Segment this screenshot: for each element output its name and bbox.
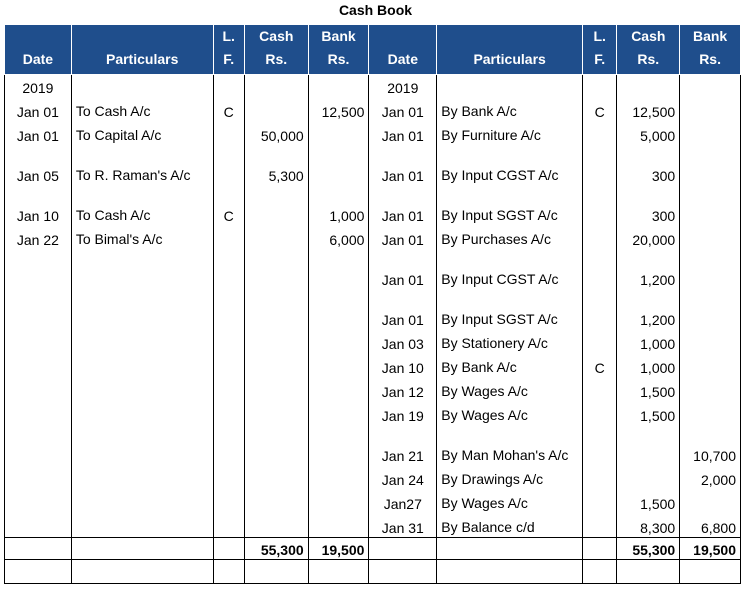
receipt-lf — [213, 377, 244, 401]
payment-cash: 5,000 — [617, 121, 680, 145]
total-payments-bank: 19,500 — [680, 538, 741, 560]
table-row — [5, 75, 741, 98]
receipt-bank: 6,000 — [308, 225, 369, 249]
receipt-date — [5, 401, 72, 425]
payment-cash: 1,500 — [617, 377, 680, 401]
payment-date: Jan27 — [369, 489, 437, 513]
receipt-lf — [213, 425, 244, 465]
payment-date: Jan 24 — [369, 465, 437, 489]
receipt-cash — [244, 329, 308, 353]
receipt-lf: C — [213, 185, 244, 225]
receipt-lf — [213, 289, 244, 329]
totals-cell — [583, 538, 617, 560]
payment-date: Jan 31 — [369, 513, 437, 538]
blank-cell — [680, 560, 741, 584]
ledger-body — [5, 75, 741, 538]
payment-bank — [680, 401, 741, 425]
receipt-date — [5, 289, 72, 329]
payment-particulars: By Input CGST A/c — [437, 145, 583, 185]
payment-bank — [680, 97, 741, 121]
receipt-particulars — [71, 329, 213, 353]
payment-lf — [583, 377, 617, 401]
blank-cell — [369, 560, 437, 584]
receipt-cash — [244, 353, 308, 377]
table-row — [5, 353, 741, 377]
table-row — [5, 329, 741, 353]
payment-particulars: By Drawings A/c — [437, 465, 583, 489]
payment-date: Jan 21 — [369, 425, 437, 465]
receipt-lf — [213, 353, 244, 377]
receipt-lf — [213, 329, 244, 353]
payment-date: Jan 01 — [369, 289, 437, 329]
payment-cash: 1,200 — [617, 289, 680, 329]
payment-cash: 1,500 — [617, 489, 680, 513]
cash-book-table — [4, 24, 741, 584]
header-particulars-receipts: Particulars — [71, 25, 213, 75]
header-date-receipts: Date — [5, 25, 72, 75]
receipt-particulars — [71, 465, 213, 489]
blank-row — [5, 560, 741, 584]
receipt-date — [5, 489, 72, 513]
receipt-date — [5, 377, 72, 401]
payment-date: Jan 12 — [369, 377, 437, 401]
payment-particulars: By Man Mohan's A/c — [437, 425, 583, 465]
receipt-bank — [308, 289, 369, 329]
table-row — [5, 377, 741, 401]
receipt-bank — [308, 425, 369, 465]
payment-lf — [583, 329, 617, 353]
receipt-lf — [213, 401, 244, 425]
payment-lf — [583, 145, 617, 185]
blank-cell — [213, 560, 244, 584]
header-cash-receipts: Cash Rs. — [244, 25, 308, 75]
blank-cell — [617, 560, 680, 584]
receipt-bank — [308, 513, 369, 538]
payment-particulars: By Wages A/c — [437, 401, 583, 425]
payment-bank — [680, 377, 741, 401]
totals-cell — [5, 538, 72, 560]
payment-lf: C — [583, 353, 617, 377]
header-date-payments: Date — [369, 25, 437, 75]
payment-cash — [617, 75, 680, 98]
totals-cell — [213, 538, 244, 560]
payment-bank — [680, 289, 741, 329]
receipt-particulars: To Cash A/c — [71, 97, 213, 121]
receipt-date — [5, 353, 72, 377]
receipt-cash — [244, 97, 308, 121]
receipt-bank — [308, 465, 369, 489]
receipt-cash — [244, 185, 308, 225]
receipt-bank: 1,000 — [308, 185, 369, 225]
receipt-cash — [244, 289, 308, 329]
payment-bank — [680, 489, 741, 513]
receipt-bank — [308, 145, 369, 185]
table-row — [5, 513, 741, 538]
receipt-bank — [308, 329, 369, 353]
payment-lf — [583, 489, 617, 513]
payment-cash: 12,500 — [617, 97, 680, 121]
receipt-cash — [244, 225, 308, 249]
payment-cash: 300 — [617, 145, 680, 185]
receipt-date: Jan 22 — [5, 225, 72, 249]
receipt-particulars: To Capital A/c — [71, 121, 213, 145]
payment-lf — [583, 401, 617, 425]
receipt-lf: C — [213, 97, 244, 121]
payment-bank — [680, 121, 741, 145]
receipt-particulars: To Cash A/c — [71, 185, 213, 225]
payment-bank — [680, 225, 741, 249]
total-payments-cash: 55,300 — [617, 538, 680, 560]
receipt-cash — [244, 465, 308, 489]
receipt-cash: 5,300 — [244, 145, 308, 185]
table-row — [5, 401, 741, 425]
payment-bank: 6,800 — [680, 513, 741, 538]
payment-bank — [680, 329, 741, 353]
header-lf-payments: L. F. — [583, 25, 617, 75]
total-receipts-bank: 19,500 — [308, 538, 369, 560]
payment-bank: 10,700 — [680, 425, 741, 465]
payment-bank — [680, 353, 741, 377]
receipt-cash — [244, 401, 308, 425]
cash-book-title: Cash Book — [338, 2, 413, 18]
payment-particulars: By Input SGST A/c — [437, 185, 583, 225]
payment-lf — [583, 425, 617, 465]
receipt-cash — [244, 249, 308, 289]
payment-bank — [680, 75, 741, 98]
payment-date: Jan 19 — [369, 401, 437, 425]
receipt-particulars — [71, 377, 213, 401]
payment-lf — [583, 225, 617, 249]
blank-cell — [5, 560, 72, 584]
receipt-cash — [244, 75, 308, 98]
receipt-bank — [308, 377, 369, 401]
receipt-particulars — [71, 401, 213, 425]
header-cash-payments: Cash Rs. — [617, 25, 680, 75]
receipt-particulars — [71, 513, 213, 538]
payment-particulars: By Input SGST A/c — [437, 289, 583, 329]
header-bank-payments: Bank Rs. — [680, 25, 741, 75]
table-row — [5, 249, 741, 289]
payment-bank — [680, 249, 741, 289]
receipt-lf — [213, 513, 244, 538]
payment-bank — [680, 185, 741, 225]
receipt-particulars: To R. Raman's A/c — [71, 145, 213, 185]
payment-particulars: By Purchases A/c — [437, 225, 583, 249]
table-row — [5, 145, 741, 185]
header-row — [5, 25, 741, 75]
table-row — [5, 185, 741, 225]
blank-cell — [583, 560, 617, 584]
payment-date: Jan 03 — [369, 329, 437, 353]
receipt-particulars — [71, 289, 213, 329]
table-row — [5, 225, 741, 249]
payment-particulars: By Bank A/c — [437, 97, 583, 121]
payment-date: Jan 01 — [369, 249, 437, 289]
table-row — [5, 489, 741, 513]
payment-particulars: By Bank A/c — [437, 353, 583, 377]
payment-lf — [583, 465, 617, 489]
receipt-date: 2019 — [5, 75, 72, 98]
receipt-lf — [213, 121, 244, 145]
blank-cell — [308, 560, 369, 584]
payment-lf — [583, 185, 617, 225]
receipt-cash — [244, 425, 308, 465]
receipt-date — [5, 329, 72, 353]
receipt-bank — [308, 121, 369, 145]
payment-cash: 1,000 — [617, 353, 680, 377]
receipt-lf — [213, 75, 244, 98]
totals-cell — [71, 538, 213, 560]
payment-lf — [583, 289, 617, 329]
header-lf-receipts: L. F. — [213, 25, 244, 75]
table-row — [5, 97, 741, 121]
payment-particulars: By Input CGST A/c — [437, 249, 583, 289]
payment-bank — [680, 145, 741, 185]
receipt-lf — [213, 489, 244, 513]
blank-cell — [437, 560, 583, 584]
payment-cash: 8,300 — [617, 513, 680, 538]
receipt-date: Jan 10 — [5, 185, 72, 225]
receipt-particulars — [71, 425, 213, 465]
payment-cash: 20,000 — [617, 225, 680, 249]
receipt-date: Jan 01 — [5, 121, 72, 145]
receipt-bank — [308, 75, 369, 98]
receipt-date: Jan 01 — [5, 97, 72, 121]
payment-cash: 1,000 — [617, 329, 680, 353]
payment-cash — [617, 425, 680, 465]
receipt-cash — [244, 489, 308, 513]
receipt-lf — [213, 225, 244, 249]
receipt-bank — [308, 249, 369, 289]
header-bank-receipts: Bank Rs. — [308, 25, 369, 75]
receipt-bank — [308, 401, 369, 425]
payment-date: Jan 01 — [369, 97, 437, 121]
receipt-particulars: To Bimal's A/c — [71, 225, 213, 249]
receipt-cash: 50,000 — [244, 121, 308, 145]
receipt-date: Jan 05 — [5, 145, 72, 185]
table-row — [5, 465, 741, 489]
receipt-cash — [244, 377, 308, 401]
payment-date: Jan 01 — [369, 185, 437, 225]
payment-date: Jan 01 — [369, 145, 437, 185]
receipt-date — [5, 513, 72, 538]
payment-lf — [583, 249, 617, 289]
receipt-bank: 12,500 — [308, 97, 369, 121]
payment-date: Jan 01 — [369, 225, 437, 249]
payment-particulars: By Wages A/c — [437, 489, 583, 513]
payment-date: Jan 01 — [369, 121, 437, 145]
receipt-particulars — [71, 489, 213, 513]
payment-cash: 1,500 — [617, 401, 680, 425]
payment-lf — [583, 75, 617, 98]
payment-bank: 2,000 — [680, 465, 741, 489]
receipt-lf — [213, 249, 244, 289]
payment-particulars: By Furniture A/c — [437, 121, 583, 145]
payment-date: 2019 — [369, 75, 437, 98]
totals-row — [5, 538, 741, 560]
receipt-date — [5, 425, 72, 465]
payment-cash: 300 — [617, 185, 680, 225]
receipt-particulars — [71, 353, 213, 377]
payment-particulars: By Balance c/d — [437, 513, 583, 538]
table-row — [5, 121, 741, 145]
receipt-bank — [308, 353, 369, 377]
table-row — [5, 289, 741, 329]
receipt-cash — [244, 513, 308, 538]
totals-cell — [437, 538, 583, 560]
payment-cash: 1,200 — [617, 249, 680, 289]
total-receipts-cash: 55,300 — [244, 538, 308, 560]
receipt-lf — [213, 465, 244, 489]
totals-cell — [369, 538, 437, 560]
payment-lf: C — [583, 97, 617, 121]
header-particulars-payments: Particulars — [437, 25, 583, 75]
table-row — [5, 425, 741, 465]
receipt-date — [5, 465, 72, 489]
payment-particulars: By Wages A/c — [437, 377, 583, 401]
blank-cell — [244, 560, 308, 584]
payment-cash — [617, 465, 680, 489]
receipt-particulars — [71, 249, 213, 289]
payment-particulars — [437, 75, 583, 98]
receipt-bank — [308, 489, 369, 513]
receipt-date — [5, 249, 72, 289]
receipt-particulars — [71, 75, 213, 98]
payment-date: Jan 10 — [369, 353, 437, 377]
payment-lf — [583, 513, 617, 538]
payment-lf — [583, 121, 617, 145]
payment-particulars: By Stationery A/c — [437, 329, 583, 353]
receipt-lf — [213, 145, 244, 185]
blank-cell — [71, 560, 213, 584]
